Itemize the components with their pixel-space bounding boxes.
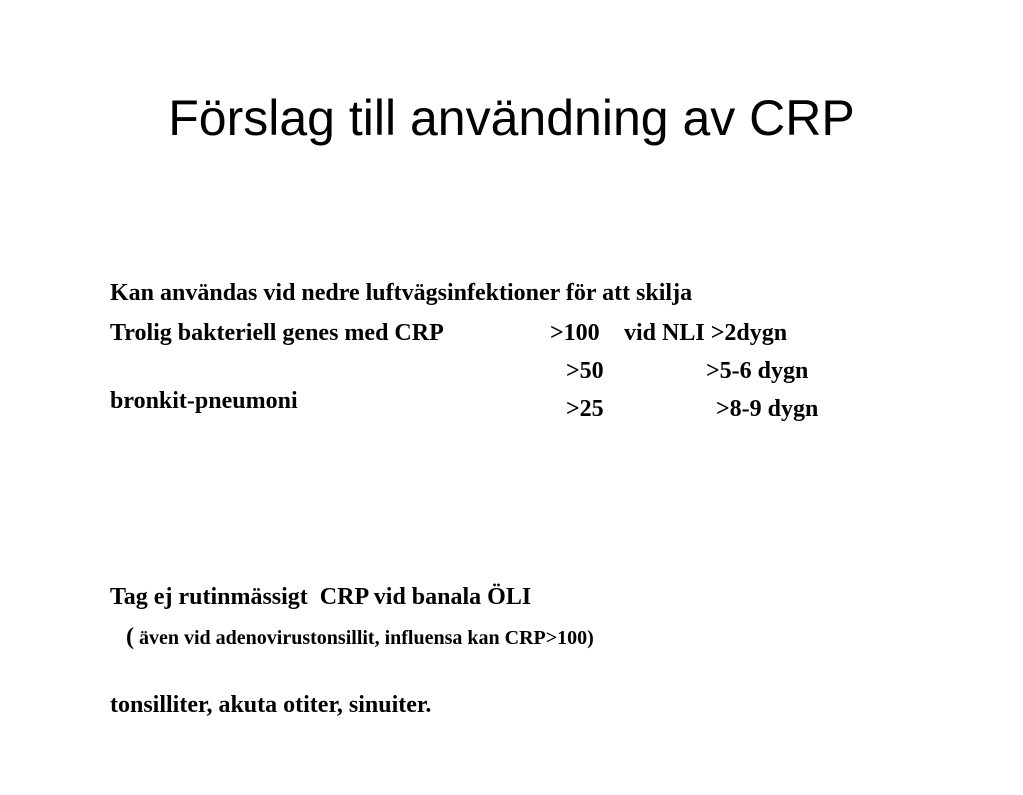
crp-row-2-value: >50 [566, 358, 604, 384]
crp-threshold-block [110, 315, 910, 435]
note-open-paren: ( [126, 624, 134, 650]
crp-row-3-value: >25 [566, 396, 604, 422]
routine-line-2: tonsilliter, akuta otiter, sinuiter. [110, 692, 432, 718]
crp-row-2-duration: >5-6 dygn [706, 358, 809, 384]
intro-line-1: Kan användas vid nedre luftvägsinfektioner för att skilja [110, 280, 693, 306]
note-line [110, 583, 594, 694]
note-text: även vid adenovirustonsillit, influensa kan CRP>100) [134, 627, 594, 649]
routine-line-1: Tag ej rutinmässigt CRP vid banala ÖLI [110, 584, 532, 610]
slide-title: Förslag till användning av CRP [168, 90, 855, 146]
crp-row-1-value: >100 [550, 320, 600, 346]
crp-lead-text: Trolig bakteriell genes med CRP [110, 320, 444, 346]
crp-row-3-duration: >8-9 dygn [716, 396, 819, 422]
intro-line-2: bronkit-pneumoni [110, 388, 298, 414]
crp-row-1-duration: vid NLI >2dygn [624, 320, 788, 346]
